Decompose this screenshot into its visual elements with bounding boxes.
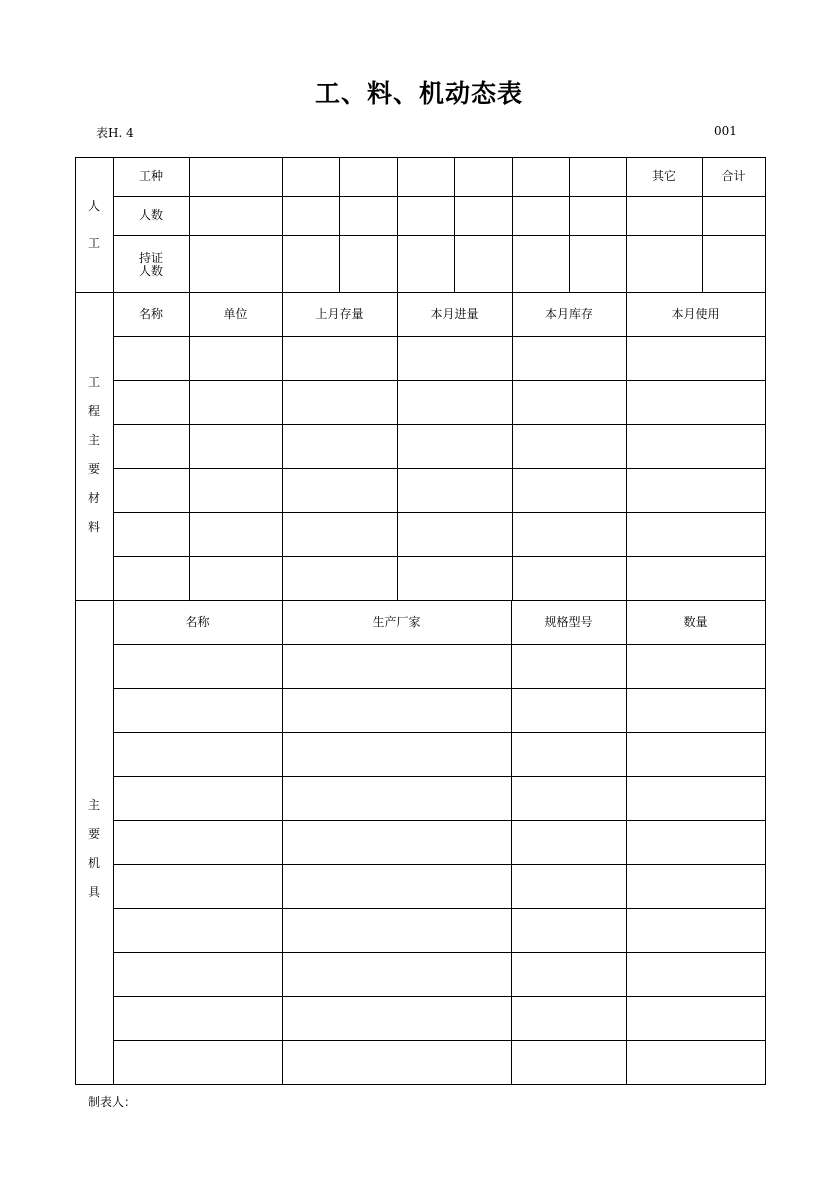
table-border-bottom <box>75 1084 765 1085</box>
prepared-by-label: 制表人： <box>88 1095 137 1109</box>
section-label-char: 机 <box>87 856 100 870</box>
header-month-intake: 本月进量 <box>430 306 479 321</box>
col-line <box>189 292 190 600</box>
col-line <box>339 157 340 292</box>
table-border-right <box>765 157 766 1085</box>
header-last-month-stock: 上月存量 <box>315 306 364 321</box>
header-total: 合计 <box>721 169 746 184</box>
row-line <box>113 1040 765 1041</box>
section-label-char: 具 <box>87 885 100 899</box>
row-line <box>113 468 765 469</box>
label-trade: 工种 <box>138 169 163 184</box>
header-model-spec: 规格型号 <box>544 614 593 629</box>
section-label-char: 人 <box>87 199 100 213</box>
label-line: 持证 <box>138 250 163 265</box>
section-label-char: 程 <box>87 404 100 418</box>
materials-section-label <box>75 373 113 535</box>
section-label-char: 要 <box>87 462 100 476</box>
label-line: 人数 <box>138 263 163 278</box>
row-line <box>113 688 765 689</box>
row-line <box>113 644 765 645</box>
serial-number: 001 <box>714 124 737 138</box>
equipment-section-label <box>75 796 113 900</box>
col-line <box>569 157 570 292</box>
col-line <box>454 157 455 292</box>
col-line <box>282 157 283 292</box>
col-line <box>397 292 398 600</box>
header-other: 其它 <box>651 169 676 184</box>
row-line <box>113 952 765 953</box>
table-border-left <box>75 157 76 1085</box>
section-label-char: 主 <box>87 798 100 812</box>
col-line <box>626 292 627 600</box>
header-manufacturer: 生产厂家 <box>372 614 421 629</box>
section-label-char: 主 <box>87 433 100 447</box>
row-line <box>113 776 765 777</box>
section-label-char: 工 <box>87 236 100 250</box>
label-headcount: 人数 <box>138 208 163 223</box>
label-certified-headcount <box>113 235 189 292</box>
section-label-char: 料 <box>87 520 100 534</box>
row-line <box>113 336 765 337</box>
col-line <box>512 292 513 600</box>
row-line <box>113 732 765 733</box>
row-line <box>113 820 765 821</box>
labor-section-label <box>75 197 113 251</box>
header-unit: 单位 <box>223 306 248 321</box>
header-quantity: 数量 <box>683 614 708 629</box>
row-line <box>113 996 765 997</box>
row-line <box>113 864 765 865</box>
row-line <box>113 424 765 425</box>
row-line <box>113 196 765 197</box>
col-line <box>282 292 283 600</box>
section-label-char: 要 <box>87 827 100 841</box>
header-name: 名称 <box>185 614 210 629</box>
header-month-usage: 本月使用 <box>671 306 720 321</box>
section-label-char: 材 <box>87 491 100 505</box>
row-line <box>113 380 765 381</box>
header-name: 名称 <box>138 306 163 321</box>
col-line <box>626 600 627 1085</box>
col-line <box>189 157 190 292</box>
row-line <box>113 556 765 557</box>
col-line <box>282 600 283 1085</box>
section-label-char: 工 <box>87 375 100 389</box>
col-line <box>512 157 513 292</box>
row-line <box>113 235 765 236</box>
row-line <box>113 512 765 513</box>
header-month-inventory: 本月库存 <box>544 306 593 321</box>
col-line <box>397 157 398 292</box>
form-number: 表H. 4 <box>96 126 134 140</box>
row-line <box>113 908 765 909</box>
page-title: 工、料、机动态表 <box>314 79 523 108</box>
col-line <box>511 600 512 1085</box>
